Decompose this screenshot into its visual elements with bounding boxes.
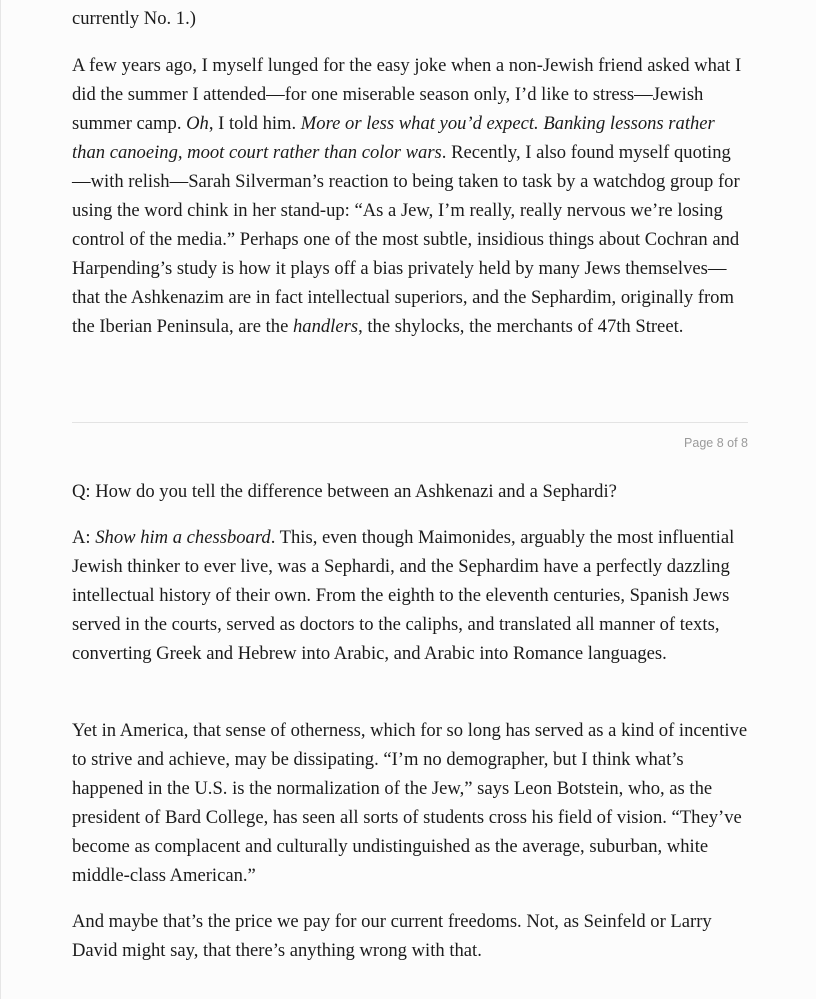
italic-text: Show him a chessboard <box>95 527 271 548</box>
paragraph-text: A few years ago, I myself lunged for the easy joke when a non-Jewish friend asked what I did the summer I attended—for one miserable season only, I’d like to stress—Jewish summer camp. <box>72 55 742 134</box>
paragraph-text: , I told him. <box>208 113 301 134</box>
paragraph-closing: And maybe that’s the price we pay for our current freedoms. Not, as Seinfeld or Larry David might say, that there’s anything wrong with that. <box>72 911 712 961</box>
paragraph-intro-tail: currently No. 1.) <box>72 8 196 29</box>
paragraph-text: , the shylocks, the merchants of 47th Street. <box>358 316 684 337</box>
paragraph-question: Q: How do you tell the difference between an Ashkenazi and a Sephardi? <box>72 481 617 502</box>
paragraph-text: A: <box>72 527 96 548</box>
page-divider <box>72 422 748 423</box>
italic-text: More or less what you’d expect. Banking lessons rather than canoeing, moot court rather than color wars <box>72 113 715 163</box>
paragraph-answer <box>72 523 748 668</box>
italic-text: handlers <box>292 316 359 337</box>
paragraph-text: . This, even though Maimonides, arguably the most influential Jewish thinker to ever live, was a Sephardi, and the Sephardim have a perfectly dazzling intellectual history of their own. From the eighth to the eleventh centuries, Spanish Jews served in the courts, served as doctors to the caliphs, and translated all manner of texts, converting Greek and Hebrew into Arabic, and Arabic into Romance languages. <box>72 527 735 664</box>
paragraph-easy-joke <box>72 51 748 341</box>
paragraph-text: . Recently, I also found myself quoting—with relish—Sarah Silverman’s reaction to being taken to task by a watchdog group for using the word chink in her stand-up: “As a Jew, I’m really, really nervous we’re losing control of the media.” Perhaps one of the most subtle, insidious things about Cochran and Harpending’s study is how it plays off a bias privately held by many Jews themselves—that the Ashkenazim are in fact intellectual superiors, and the Sephardim, originally from the Iberian Peninsula, are the <box>72 142 740 337</box>
page-indicator: Page 8 of 8 <box>684 436 748 450</box>
italic-text: Oh <box>186 113 209 134</box>
paragraph-otherness: Yet in America, that sense of otherness, which for so long has served as a kind of incentive to strive and achieve, may be dissipating. “I’m no demographer, but I think what’s happened in the U.S. is the normalization of the Jew,” says Leon Botstein, who, as the president of Bard College, has seen all sorts of students cross his field of vision. “They’ve become as complacent and culturally undistinguished as the average, suburban, white middle-class American.” <box>72 720 748 886</box>
